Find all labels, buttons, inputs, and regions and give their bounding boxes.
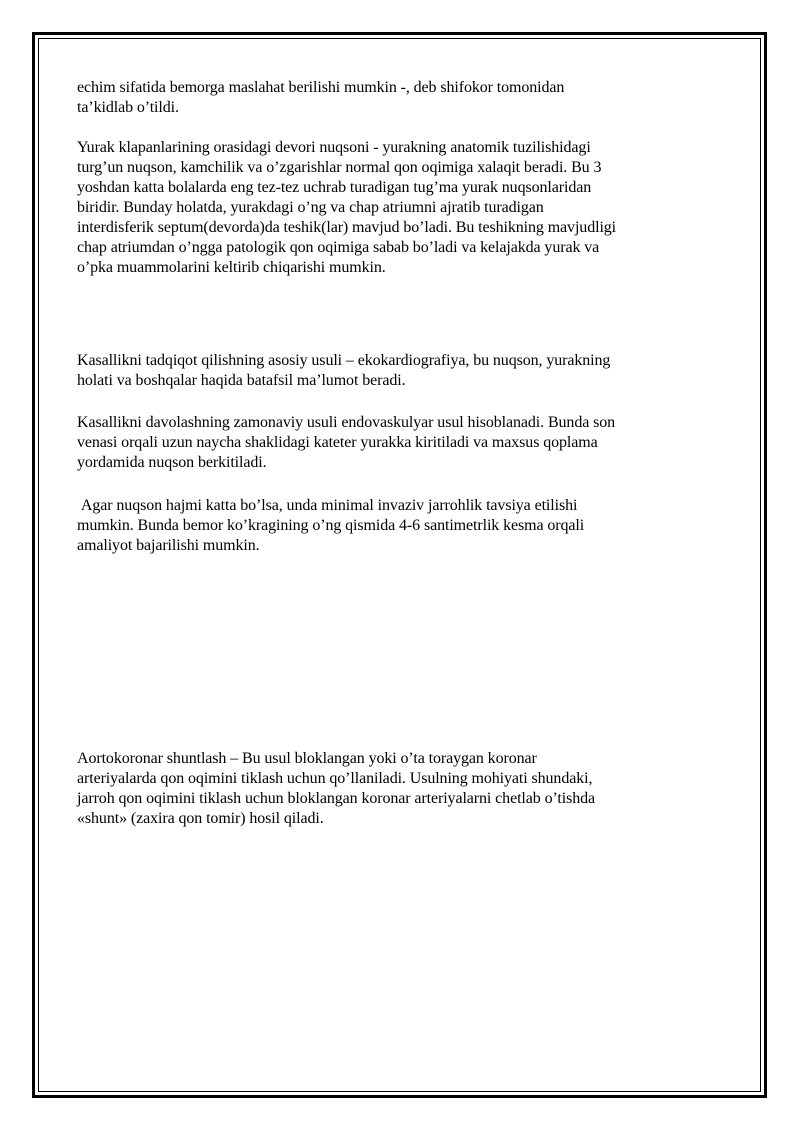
paragraph-diagnosis: Kasallikni tadqiqot qilishning asosiy usuli – ekokardiografiya, bu nuqson, yurakning holati va boshqalar haqida batafsil ma’lumot beradi.: [77, 352, 611, 389]
paragraph-continuation: echim sifatida bemorga maslahat berilishi mumkin -, deb shifokor tomonidan ta’kidlab o’tildi.: [77, 79, 565, 116]
paragraph-minimally-invasive-surgery: Agar nuqson hajmi katta bo’lsa, unda minimal invaziv jarrohlik tavsiya etilishi mumkin. Bunda bemor ko’kragining o’ng qismida 4-6 santimetrlik kesma orqali amaliyot bajarilishi mumkin.: [77, 497, 585, 554]
paragraph-septal-defect: Yurak klapanlarining orasidagi devori nuqsoni - yurakning anatomik tuzilishidagi turg’un nuqson, kamchilik va o’zgarishlar normal qon oqimiga xalaqit beradi. Bu 3 yoshdan katta bolalarda eng tez-tez uchrab turadigan tug’ma yurak nuqsonlaridan biridir. Bunday holatda, yurakdagi o’ng va chap atriumni ajratib turadigan interdisferik septum(devorda)da teshik(lar) mavjud bo’ladi. Bu teshikning mavjudligi chap atriumdan o’ngga patologik qon oqimiga sabab bo’ladi va kelajakda yurak va o’pka muammolarini keltirib chiqarishi mumkin.: [77, 139, 617, 276]
paragraph-coronary-bypass: Aortokoronar shuntlash – Bu usul bloklangan yoki o’ta toraygan koronar arteriyalarda qon oqimini tiklash uchun qo’llaniladi. Usulning mohiyati shundaki, jarroh qon oqimini tiklash uchun bloklangan koronar arteriyalarni chetlab o’tishda «shunt» (zaxira qon tomir) hosil qiladi.: [77, 750, 596, 827]
paragraph-endovascular-treatment: Kasallikni davolashning zamonaviy usuli endovaskulyar usul hisoblanadi. Bunda son venasi orqali uzun naycha shaklidagi kateter yurakka kiritiladi va maxsus qoplama yordamida nuqson berkitiladi.: [77, 414, 616, 471]
